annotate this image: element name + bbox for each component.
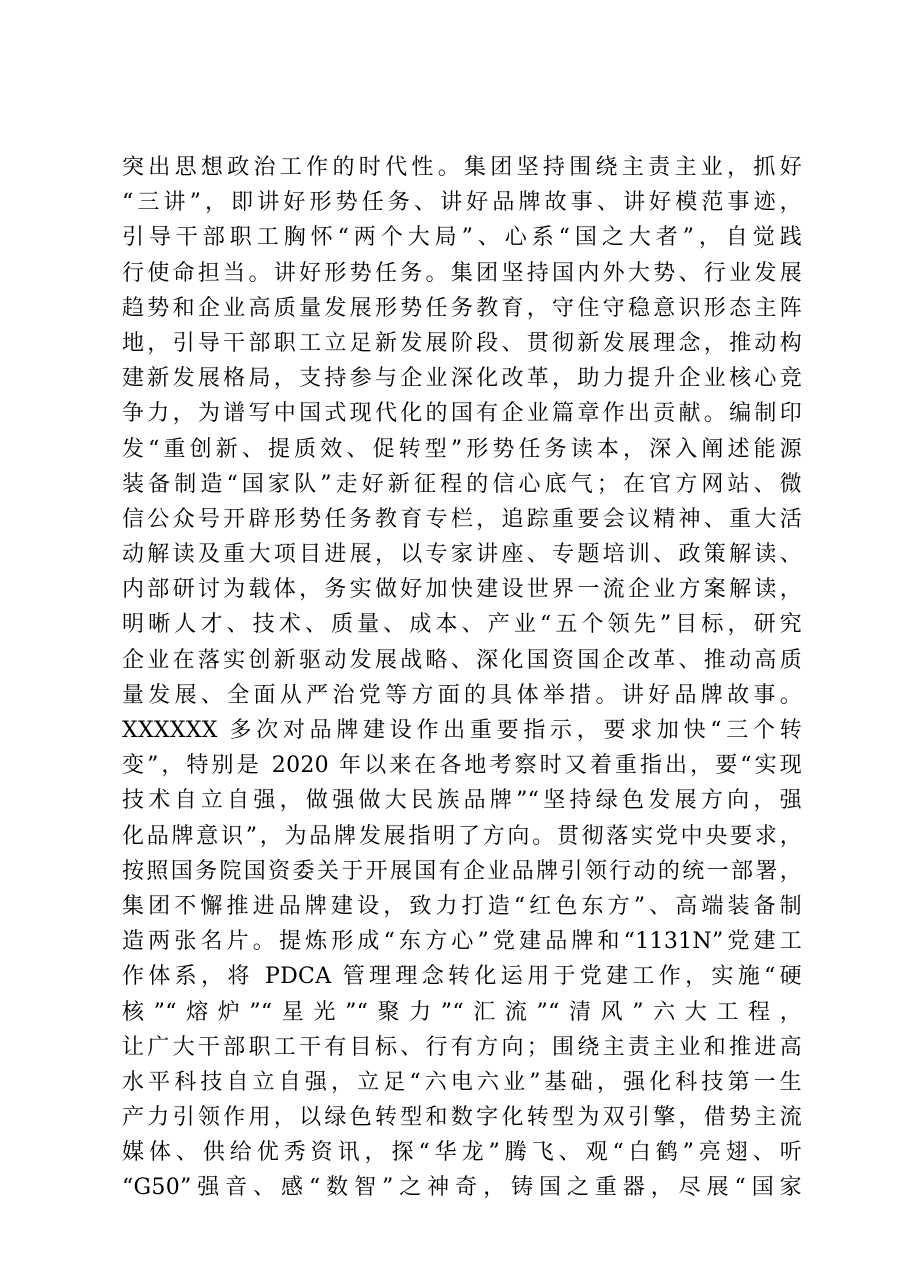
text-line: 行使命担当。讲好形势任务。集团坚持国内外大势、行业发展	[122, 260, 802, 286]
text-line: 变”，特别是 2020 年以来在各地考察时又着重指出，要“实现	[122, 753, 802, 779]
text-line: 突出思想政治工作的时代性。集团坚持围绕主责主业，抓好	[122, 155, 802, 180]
text-line: 集团不懈推进品牌建设，致力打造“红色东方”、高端装备制	[122, 893, 802, 919]
text-line: 量发展、全面从严治党等方面的具体举措。讲好品牌故事。	[122, 682, 802, 708]
text-line: 动解读及重大项目进展，以专家讲座、专题培训、政策解读、	[122, 542, 802, 568]
text-line: 趋势和企业高质量发展形势任务教育，守住守稳意识形态主阵	[122, 295, 802, 321]
text-line: “三讲”，即讲好形势任务、讲好品牌故事、讲好模范事迹，	[122, 190, 802, 216]
text-line: 发“重创新、提质效、促转型”形势任务读本，深入阐述能源	[122, 436, 802, 462]
text-line: 水平科技自立自强，立足“六电六业”基础，强化科技第一生	[122, 1069, 802, 1095]
text-line: 装备制造“国家队”走好新征程的信心底气；在官方网站、微	[122, 471, 802, 497]
text-line: 建新发展格局，支持参与企业深化改革，助力提升企业核心竞	[122, 366, 802, 392]
text-line: 造两张名片。提炼形成“东方心”党建品牌和“1131N”党建工	[122, 929, 802, 955]
text-line: 让广大干部职工干有目标、行有方向；围绕主责主业和推进高	[122, 1034, 802, 1060]
text-line: “G50”强音、感“数智”之神奇，铸国之重器，尽展“国家	[122, 1175, 802, 1201]
text-line: 明晰人才、技术、质量、成本、产业“五个领先”目标，研究	[122, 612, 802, 638]
text-line: 作体系，将 PDCA 管理理念转化运用于党建工作，实施“硬	[122, 964, 802, 990]
text-line: 产力引领作用，以绿色转型和数字化转型为双引擎，借势主流	[122, 1105, 802, 1131]
text-line: 媒体、供给优秀资讯，探“华龙”腾飞、观“白鹤”亮翅、听	[122, 1140, 802, 1166]
text-line: 内部研讨为载体，务实做好加快建设世界一流企业方案解读，	[122, 577, 802, 603]
text-line: 地，引导干部职工立足新发展阶段、贯彻新发展理念，推动构	[122, 330, 802, 356]
text-line: 化品牌意识”，为品牌发展指明了方向。贯彻落实党中央要求，	[122, 823, 802, 849]
text-line: 引导干部职工胸怀“两个大局”、心系“国之大者”，自觉践	[122, 225, 802, 251]
text-line: 争力，为谱写中国式现代化的国有企业篇章作出贡献。编制印	[122, 401, 802, 427]
text-line: 信公众号开辟形势任务教育专栏，追踪重要会议精神、重大活	[122, 506, 802, 532]
text-line: XXXXXX 多次对品牌建设作出重要指示，要求加快“三个转	[122, 718, 802, 743]
text-line: 核”“熔炉”“星光”“聚力”“汇流”“清风”六大工程，	[122, 999, 802, 1025]
text-line: 企业在落实创新驱动发展战略、深化国资国企改革、推动高质	[122, 647, 802, 673]
text-line: 技术自立自强，做强做大民族品牌”“坚持绿色发展方向，强	[122, 788, 802, 814]
body-paragraph	[122, 150, 802, 1206]
text-line: 按照国务院国资委关于开展国有企业品牌引领行动的统一部署，	[122, 858, 802, 884]
